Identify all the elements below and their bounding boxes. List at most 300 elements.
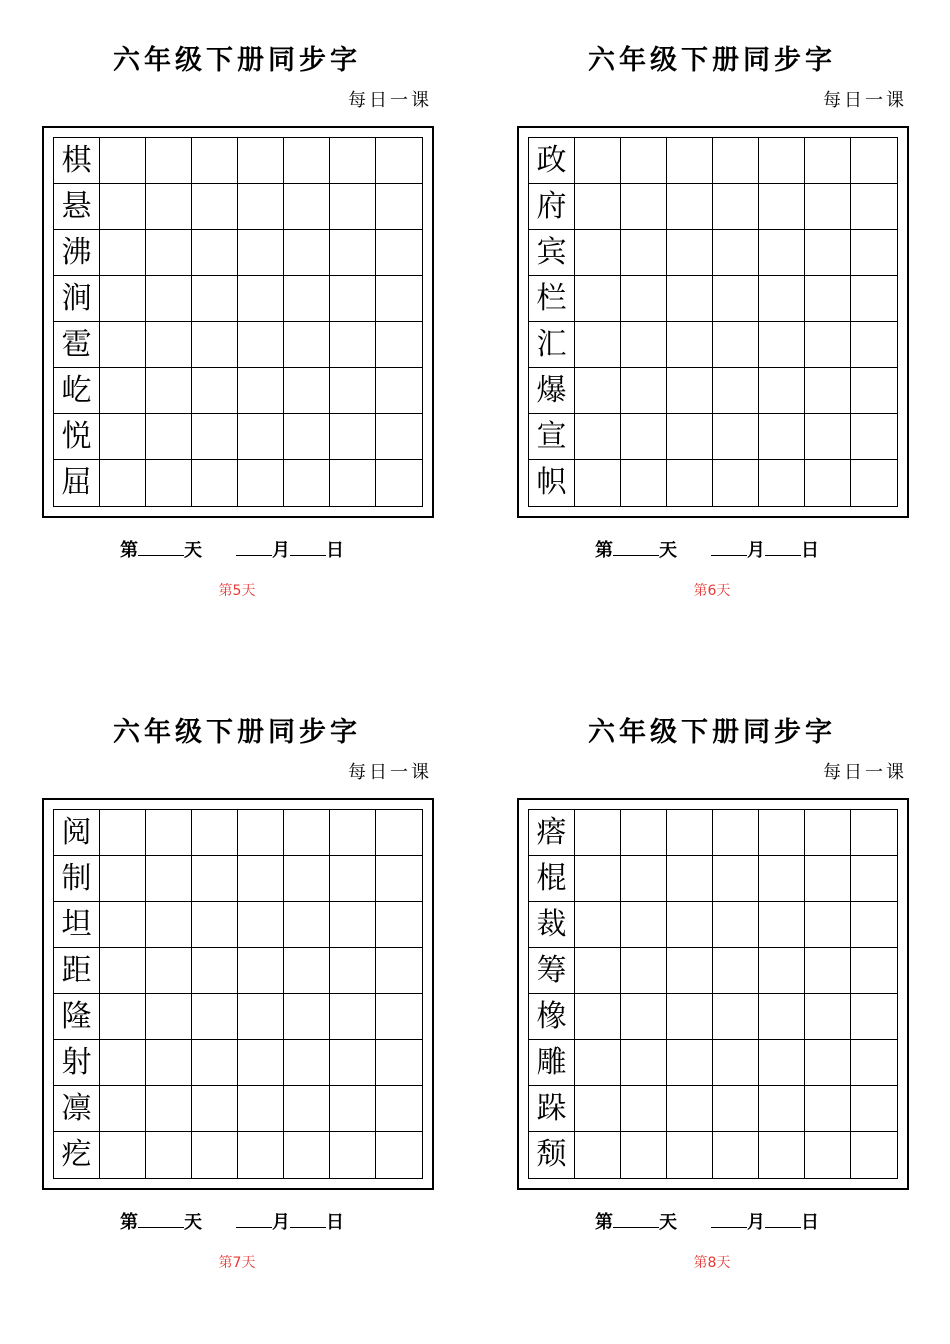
practice-cell[interactable] <box>851 184 897 230</box>
practice-cell[interactable] <box>805 138 851 184</box>
practice-cell[interactable] <box>330 184 376 230</box>
date-line <box>120 1208 344 1234</box>
practice-cell[interactable] <box>851 322 897 368</box>
practice-cell[interactable] <box>100 368 146 414</box>
practice-cell[interactable] <box>146 138 192 184</box>
practice-cell[interactable] <box>238 322 284 368</box>
worksheet-title: 六年级下册同步字 <box>113 717 361 748</box>
practice-cell[interactable] <box>100 138 146 184</box>
practice-cell[interactable] <box>575 810 621 856</box>
practice-cell[interactable] <box>192 1040 238 1086</box>
practice-cell[interactable] <box>192 322 238 368</box>
practice-cell[interactable] <box>100 276 146 322</box>
practice-cell[interactable] <box>238 994 284 1040</box>
practice-cell[interactable] <box>100 856 146 902</box>
practice-cell[interactable] <box>575 276 621 322</box>
month-blank[interactable] <box>236 1211 272 1228</box>
practice-cell[interactable] <box>759 1040 805 1086</box>
practice-cell[interactable] <box>146 810 192 856</box>
practice-cell[interactable] <box>284 322 330 368</box>
practice-cell[interactable] <box>575 138 621 184</box>
day-number-blank[interactable] <box>613 1211 659 1228</box>
practice-cell[interactable] <box>575 1086 621 1132</box>
month-label: 月 <box>747 540 765 561</box>
practice-cell[interactable] <box>100 1132 146 1178</box>
practice-grid <box>53 809 423 1179</box>
practice-cell[interactable] <box>330 414 376 460</box>
practice-cell[interactable] <box>192 276 238 322</box>
practice-cell[interactable] <box>376 1040 422 1086</box>
practice-cell[interactable] <box>192 230 238 276</box>
practice-cell[interactable] <box>759 368 805 414</box>
practice-cell[interactable] <box>575 460 621 506</box>
practice-cell[interactable] <box>330 856 376 902</box>
practice-cell[interactable] <box>713 138 759 184</box>
practice-cell[interactable] <box>284 1086 330 1132</box>
model-character-cell: 瘩 <box>529 810 575 856</box>
model-character-cell: 宣 <box>529 414 575 460</box>
practice-cell[interactable] <box>284 810 330 856</box>
worksheet <box>42 0 432 640</box>
practice-cell[interactable] <box>851 902 897 948</box>
practice-cell[interactable] <box>851 994 897 1040</box>
practice-cell[interactable] <box>100 902 146 948</box>
practice-cell[interactable] <box>713 322 759 368</box>
model-character-cell: 颓 <box>529 1132 575 1178</box>
model-character-cell: 汇 <box>529 322 575 368</box>
practice-cell[interactable] <box>621 230 667 276</box>
worksheet-subtitle: 每日一课 <box>348 90 432 111</box>
practice-cell[interactable] <box>238 230 284 276</box>
worksheet <box>517 672 907 1312</box>
practice-cell[interactable] <box>805 184 851 230</box>
practice-cell[interactable] <box>713 460 759 506</box>
practice-cell[interactable] <box>146 276 192 322</box>
model-character-cell: 阅 <box>54 810 100 856</box>
date-blank[interactable] <box>290 539 326 556</box>
practice-cell[interactable] <box>851 460 897 506</box>
day-label: 第6天 <box>693 583 731 599</box>
practice-cell[interactable] <box>713 184 759 230</box>
practice-cell[interactable] <box>805 902 851 948</box>
practice-cell[interactable] <box>146 322 192 368</box>
practice-cell[interactable] <box>667 184 713 230</box>
practice-grid <box>53 137 423 507</box>
practice-cell[interactable] <box>621 138 667 184</box>
practice-cell[interactable] <box>667 368 713 414</box>
practice-cell[interactable] <box>575 230 621 276</box>
practice-cell[interactable] <box>667 1132 713 1178</box>
model-character-cell: 爆 <box>529 368 575 414</box>
practice-cell[interactable] <box>100 322 146 368</box>
practice-cell[interactable] <box>146 1040 192 1086</box>
practice-cell[interactable] <box>146 230 192 276</box>
practice-cell[interactable] <box>284 994 330 1040</box>
practice-cell[interactable] <box>238 1040 284 1086</box>
practice-cell[interactable] <box>759 276 805 322</box>
worksheet-subtitle: 每日一课 <box>823 762 907 783</box>
practice-cell[interactable] <box>621 1040 667 1086</box>
practice-cell[interactable] <box>759 184 805 230</box>
practice-cell[interactable] <box>805 1132 851 1178</box>
practice-cell[interactable] <box>376 810 422 856</box>
practice-cell[interactable] <box>330 810 376 856</box>
practice-cell[interactable] <box>805 948 851 994</box>
practice-cell[interactable] <box>330 276 376 322</box>
practice-cell[interactable] <box>851 856 897 902</box>
practice-cell[interactable] <box>284 230 330 276</box>
practice-cell[interactable] <box>146 368 192 414</box>
practice-cell[interactable] <box>100 414 146 460</box>
practice-cell[interactable] <box>621 994 667 1040</box>
day-label: 第7天 <box>218 1255 256 1271</box>
practice-cell[interactable] <box>621 414 667 460</box>
practice-cell[interactable] <box>284 856 330 902</box>
practice-cell[interactable] <box>284 1132 330 1178</box>
practice-cell[interactable] <box>575 902 621 948</box>
practice-cell[interactable] <box>575 368 621 414</box>
practice-cell[interactable] <box>238 414 284 460</box>
practice-cell[interactable] <box>805 230 851 276</box>
practice-cell[interactable] <box>238 902 284 948</box>
practice-cell[interactable] <box>146 460 192 506</box>
practice-cell[interactable] <box>100 1086 146 1132</box>
practice-cell[interactable] <box>238 184 284 230</box>
day-label: 第5天 <box>218 583 256 599</box>
practice-cell[interactable] <box>713 230 759 276</box>
month-label: 月 <box>747 1212 765 1233</box>
date-label: 日 <box>801 1212 819 1233</box>
practice-cell[interactable] <box>100 948 146 994</box>
day-suffix: 天 <box>184 540 202 561</box>
practice-cell[interactable] <box>805 460 851 506</box>
model-character-cell: 悬 <box>54 184 100 230</box>
worksheet-title: 六年级下册同步字 <box>588 45 836 76</box>
practice-cell[interactable] <box>805 414 851 460</box>
practice-grid-frame <box>517 126 909 518</box>
practice-cell[interactable] <box>376 184 422 230</box>
practice-cell[interactable] <box>621 810 667 856</box>
practice-cell[interactable] <box>100 1040 146 1086</box>
practice-cell[interactable] <box>284 460 330 506</box>
practice-cell[interactable] <box>330 1086 376 1132</box>
practice-cell[interactable] <box>376 230 422 276</box>
model-character-cell: 制 <box>54 856 100 902</box>
practice-cell[interactable] <box>100 810 146 856</box>
day-number-blank[interactable] <box>613 539 659 556</box>
practice-cell[interactable] <box>667 994 713 1040</box>
practice-cell[interactable] <box>146 856 192 902</box>
practice-cell[interactable] <box>284 276 330 322</box>
model-character-cell: 栏 <box>529 276 575 322</box>
day-suffix: 天 <box>184 1212 202 1233</box>
practice-grid-frame <box>517 798 909 1190</box>
practice-cell[interactable] <box>376 1086 422 1132</box>
practice-cell[interactable] <box>851 948 897 994</box>
day-prefix: 第 <box>595 1212 613 1233</box>
practice-cell[interactable] <box>192 184 238 230</box>
practice-cell[interactable] <box>667 414 713 460</box>
practice-cell[interactable] <box>621 856 667 902</box>
practice-cell[interactable] <box>284 184 330 230</box>
model-character-cell: 雕 <box>529 1040 575 1086</box>
practice-cell[interactable] <box>575 322 621 368</box>
practice-cell[interactable] <box>667 322 713 368</box>
practice-cell[interactable] <box>621 460 667 506</box>
practice-cell[interactable] <box>805 1086 851 1132</box>
practice-cell[interactable] <box>805 368 851 414</box>
practice-cell[interactable] <box>238 810 284 856</box>
practice-cell[interactable] <box>805 276 851 322</box>
practice-cell[interactable] <box>330 948 376 994</box>
model-character-cell: 政 <box>529 138 575 184</box>
practice-cell[interactable] <box>667 948 713 994</box>
practice-cell[interactable] <box>759 810 805 856</box>
date-label: 日 <box>801 540 819 561</box>
day-number-blank[interactable] <box>138 539 184 556</box>
practice-cell[interactable] <box>376 368 422 414</box>
practice-cell[interactable] <box>667 460 713 506</box>
practice-cell[interactable] <box>621 1086 667 1132</box>
practice-cell[interactable] <box>284 1040 330 1086</box>
practice-cell[interactable] <box>100 994 146 1040</box>
practice-cell[interactable] <box>759 856 805 902</box>
model-character-cell: 涧 <box>54 276 100 322</box>
model-character-cell: 坦 <box>54 902 100 948</box>
practice-cell[interactable] <box>621 902 667 948</box>
practice-cell[interactable] <box>100 184 146 230</box>
practice-cell[interactable] <box>192 994 238 1040</box>
date-blank[interactable] <box>290 1211 326 1228</box>
month-label: 月 <box>272 540 290 561</box>
practice-cell[interactable] <box>192 948 238 994</box>
practice-cell[interactable] <box>805 1040 851 1086</box>
practice-cell[interactable] <box>713 414 759 460</box>
practice-cell[interactable] <box>851 810 897 856</box>
practice-cell[interactable] <box>713 1086 759 1132</box>
model-character-cell: 跺 <box>529 1086 575 1132</box>
practice-cell[interactable] <box>376 460 422 506</box>
practice-cell[interactable] <box>575 856 621 902</box>
practice-cell[interactable] <box>330 1132 376 1178</box>
model-character-cell: 屹 <box>54 368 100 414</box>
practice-cell[interactable] <box>621 948 667 994</box>
practice-cell[interactable] <box>376 322 422 368</box>
practice-grid-frame <box>42 798 434 1190</box>
practice-cell[interactable] <box>146 948 192 994</box>
practice-cell[interactable] <box>805 856 851 902</box>
practice-cell[interactable] <box>146 184 192 230</box>
practice-cell[interactable] <box>759 322 805 368</box>
model-character-cell: 棋 <box>54 138 100 184</box>
practice-cell[interactable] <box>851 276 897 322</box>
practice-cell[interactable] <box>851 1086 897 1132</box>
practice-cell[interactable] <box>851 230 897 276</box>
practice-cell[interactable] <box>192 902 238 948</box>
worksheet-title: 六年级下册同步字 <box>588 717 836 748</box>
practice-cell[interactable] <box>713 1040 759 1086</box>
practice-cell[interactable] <box>851 1040 897 1086</box>
date-label: 日 <box>326 1212 344 1233</box>
practice-cell[interactable] <box>713 902 759 948</box>
practice-cell[interactable] <box>575 948 621 994</box>
practice-cell[interactable] <box>146 1086 192 1132</box>
practice-cell[interactable] <box>376 414 422 460</box>
practice-cell[interactable] <box>192 1086 238 1132</box>
practice-cell[interactable] <box>621 1132 667 1178</box>
practice-cell[interactable] <box>330 460 376 506</box>
practice-cell[interactable] <box>192 810 238 856</box>
practice-cell[interactable] <box>330 230 376 276</box>
practice-cell[interactable] <box>621 322 667 368</box>
month-blank[interactable] <box>236 539 272 556</box>
practice-cell[interactable] <box>376 994 422 1040</box>
practice-cell[interactable] <box>667 1086 713 1132</box>
practice-cell[interactable] <box>376 856 422 902</box>
practice-cell[interactable] <box>192 368 238 414</box>
practice-cell[interactable] <box>284 902 330 948</box>
practice-cell[interactable] <box>667 230 713 276</box>
practice-cell[interactable] <box>805 322 851 368</box>
practice-cell[interactable] <box>330 902 376 948</box>
practice-cell[interactable] <box>146 902 192 948</box>
practice-cell[interactable] <box>575 1132 621 1178</box>
practice-cell[interactable] <box>238 138 284 184</box>
practice-cell[interactable] <box>192 138 238 184</box>
model-character-cell: 距 <box>54 948 100 994</box>
practice-cell[interactable] <box>759 414 805 460</box>
practice-cell[interactable] <box>621 368 667 414</box>
practice-cell[interactable] <box>192 414 238 460</box>
month-label: 月 <box>272 1212 290 1233</box>
practice-cell[interactable] <box>146 414 192 460</box>
practice-cell[interactable] <box>192 460 238 506</box>
practice-cell[interactable] <box>759 994 805 1040</box>
practice-cell[interactable] <box>238 460 284 506</box>
practice-cell[interactable] <box>805 810 851 856</box>
practice-cell[interactable] <box>575 994 621 1040</box>
practice-cell[interactable] <box>238 856 284 902</box>
model-character-cell: 屈 <box>54 460 100 506</box>
practice-cell[interactable] <box>713 810 759 856</box>
practice-cell[interactable] <box>759 138 805 184</box>
practice-cell[interactable] <box>192 1132 238 1178</box>
practice-cell[interactable] <box>330 322 376 368</box>
practice-cell[interactable] <box>759 948 805 994</box>
practice-cell[interactable] <box>238 948 284 994</box>
model-character-cell: 悦 <box>54 414 100 460</box>
practice-cell[interactable] <box>238 368 284 414</box>
practice-cell[interactable] <box>100 460 146 506</box>
day-prefix: 第 <box>595 540 613 561</box>
practice-cell[interactable] <box>238 1132 284 1178</box>
model-character-cell: 筹 <box>529 948 575 994</box>
practice-cell[interactable] <box>100 230 146 276</box>
day-prefix: 第 <box>120 1212 138 1233</box>
practice-cell[interactable] <box>713 856 759 902</box>
practice-cell[interactable] <box>621 184 667 230</box>
date-line <box>120 536 344 562</box>
model-character-cell: 雹 <box>54 322 100 368</box>
practice-cell[interactable] <box>667 276 713 322</box>
practice-cell[interactable] <box>713 276 759 322</box>
practice-cell[interactable] <box>759 1132 805 1178</box>
practice-cell[interactable] <box>192 856 238 902</box>
model-character-cell: 射 <box>54 1040 100 1086</box>
date-line <box>595 1208 819 1234</box>
model-character-cell: 棍 <box>529 856 575 902</box>
practice-cell[interactable] <box>376 276 422 322</box>
practice-cell[interactable] <box>238 276 284 322</box>
month-blank[interactable] <box>711 539 747 556</box>
practice-cell[interactable] <box>146 1132 192 1178</box>
practice-cell[interactable] <box>376 138 422 184</box>
practice-cell[interactable] <box>575 414 621 460</box>
practice-cell[interactable] <box>851 1132 897 1178</box>
month-blank[interactable] <box>711 1211 747 1228</box>
practice-cell[interactable] <box>713 948 759 994</box>
model-character-cell: 凛 <box>54 1086 100 1132</box>
model-character-cell: 橡 <box>529 994 575 1040</box>
practice-cell[interactable] <box>759 902 805 948</box>
practice-cell[interactable] <box>330 368 376 414</box>
practice-grid-frame <box>42 126 434 518</box>
model-character-cell: 府 <box>529 184 575 230</box>
practice-cell[interactable] <box>146 994 192 1040</box>
practice-grid <box>528 809 898 1179</box>
practice-cell[interactable] <box>284 948 330 994</box>
practice-cell[interactable] <box>575 1040 621 1086</box>
practice-cell[interactable] <box>759 460 805 506</box>
practice-cell[interactable] <box>851 138 897 184</box>
day-number-blank[interactable] <box>138 1211 184 1228</box>
practice-cell[interactable] <box>376 902 422 948</box>
practice-cell[interactable] <box>284 138 330 184</box>
practice-cell[interactable] <box>330 1040 376 1086</box>
practice-cell[interactable] <box>330 138 376 184</box>
practice-cell[interactable] <box>851 414 897 460</box>
day-prefix: 第 <box>120 540 138 561</box>
date-blank[interactable] <box>765 539 801 556</box>
practice-cell[interactable] <box>713 368 759 414</box>
practice-cell[interactable] <box>621 276 667 322</box>
practice-cell[interactable] <box>575 184 621 230</box>
practice-cell[interactable] <box>376 1132 422 1178</box>
date-line <box>595 536 819 562</box>
practice-cell[interactable] <box>667 1040 713 1086</box>
practice-cell[interactable] <box>667 856 713 902</box>
worksheet-title: 六年级下册同步字 <box>113 45 361 76</box>
practice-cell[interactable] <box>713 1132 759 1178</box>
practice-cell[interactable] <box>759 230 805 276</box>
model-character-cell: 宾 <box>529 230 575 276</box>
date-label: 日 <box>326 540 344 561</box>
practice-cell[interactable] <box>667 810 713 856</box>
practice-cell[interactable] <box>667 902 713 948</box>
practice-cell[interactable] <box>284 414 330 460</box>
practice-cell[interactable] <box>667 138 713 184</box>
date-blank[interactable] <box>765 1211 801 1228</box>
practice-cell[interactable] <box>238 1086 284 1132</box>
practice-cell[interactable] <box>376 948 422 994</box>
practice-cell[interactable] <box>759 1086 805 1132</box>
practice-cell[interactable] <box>284 368 330 414</box>
practice-cell[interactable] <box>713 994 759 1040</box>
practice-cell[interactable] <box>330 994 376 1040</box>
day-suffix: 天 <box>659 1212 677 1233</box>
practice-cell[interactable] <box>805 994 851 1040</box>
practice-cell[interactable] <box>851 368 897 414</box>
